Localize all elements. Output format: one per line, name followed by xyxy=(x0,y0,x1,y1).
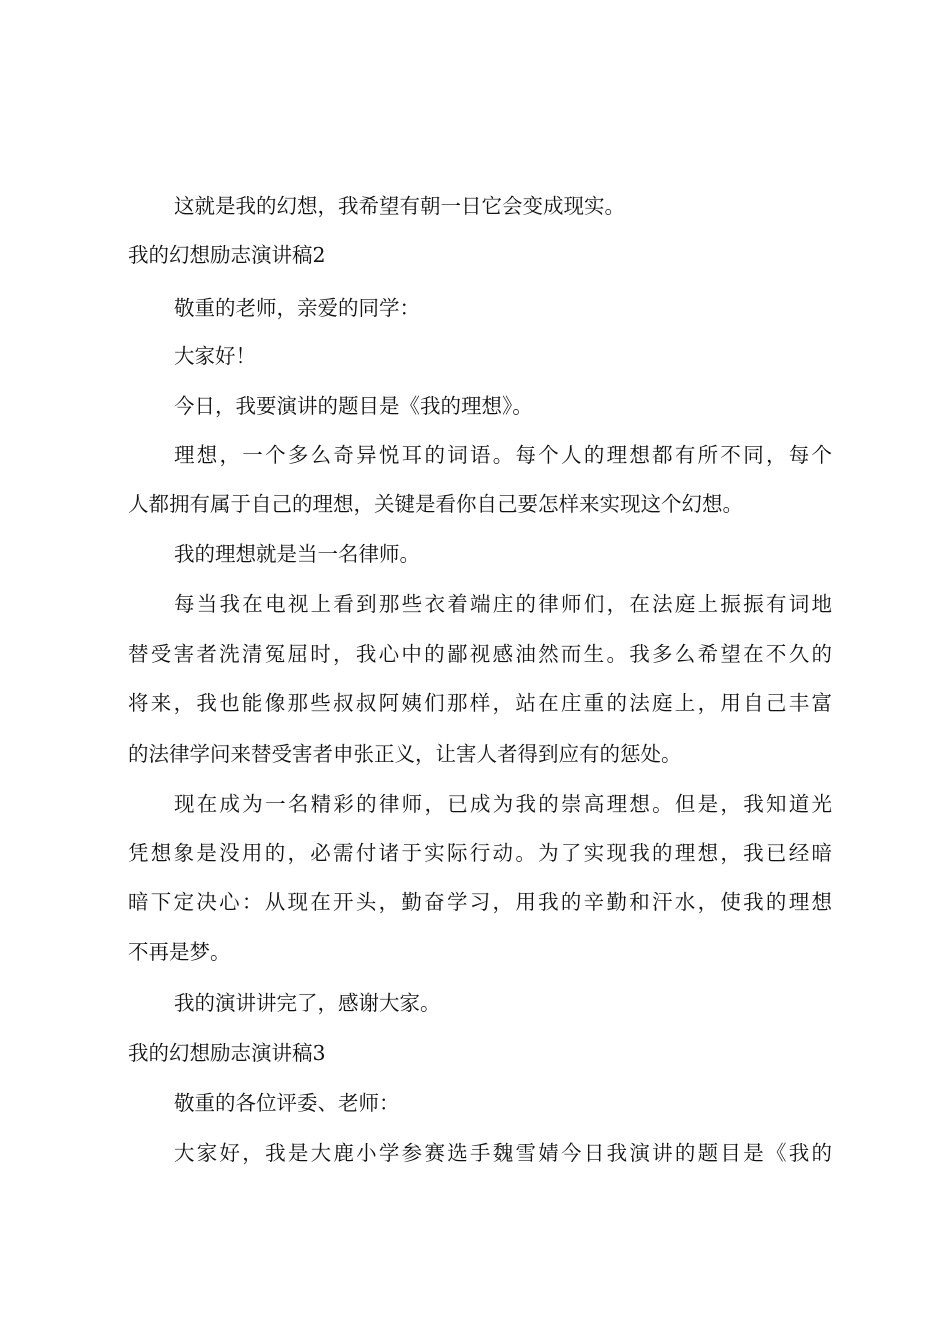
paragraph-line: 今日，我要演讲的题目是《我的理想》。 xyxy=(174,394,533,418)
paragraph-line: 不再是梦。 xyxy=(128,940,231,964)
paragraph-line: 将来，我也能像那些叔叔阿姨们那样，站在庄重的法庭上，用自己丰富 xyxy=(128,691,832,715)
paragraph-line: 理想，一个多么奇异悦耳的词语。每个人的理想都有所不同，每个 xyxy=(174,443,832,467)
paragraph-line: 这就是我的幻想，我希望有朝一日它会变成现实。 xyxy=(174,194,625,218)
salutation: 敬重的老师，亲爱的同学： xyxy=(174,296,420,320)
paragraph-line: 现在成为一名精彩的律师，已成为我的崇高理想。但是，我知道光 xyxy=(174,792,832,816)
section-heading: 我的幻想励志演讲稿3 xyxy=(128,1041,326,1065)
salutation: 敬重的各位评委、老师： xyxy=(174,1091,400,1115)
paragraph-line: 大家好，我是大鹿小学参赛选手魏雪婧今日我演讲的题目是《我的 xyxy=(174,1141,832,1165)
paragraph-line: 替受害者洗清冤屈时，我心中的鄙视感油然而生。我多么希望在不久的 xyxy=(128,642,832,666)
paragraph-line: 人都拥有属于自己的理想，关键是看你自己要怎样来实现这个幻想。 xyxy=(128,492,743,516)
paragraph-line: 每当我在电视上看到那些衣着端庄的律师们，在法庭上振振有词地 xyxy=(174,592,832,616)
paragraph-line: 的法律学问来替受害者申张正义，让害人者得到应有的惩处。 xyxy=(128,742,682,766)
paragraph-line: 凭想象是没用的，必需付诸于实际行动。为了实现我的理想，我已经暗 xyxy=(128,841,832,865)
greeting: 大家好！ xyxy=(174,344,256,368)
paragraph-line: 我的演讲讲完了，感谢大家。 xyxy=(174,991,441,1015)
paragraph-line: 暗下定决心：从现在开头，勤奋学习，用我的辛勤和汗水，使我的理想 xyxy=(128,890,832,914)
paragraph-line: 我的理想就是当一名律师。 xyxy=(174,542,420,566)
section-heading: 我的幻想励志演讲稿2 xyxy=(128,243,326,267)
